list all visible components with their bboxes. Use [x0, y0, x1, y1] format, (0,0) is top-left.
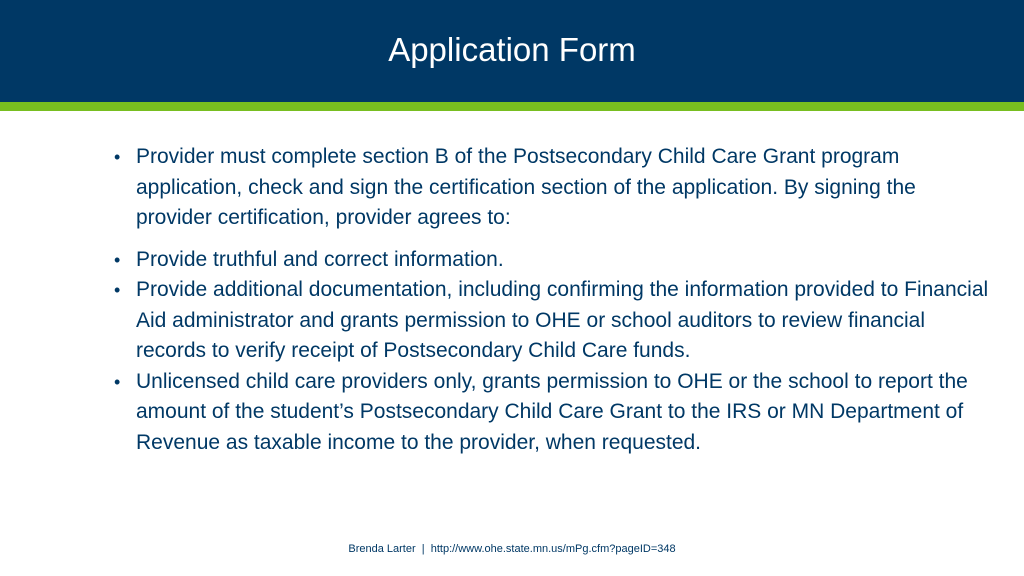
bullet-text: Provide additional documentation, including confirming the information provided to Financial Aid administrator and grants permission to OHE or school auditors to review financial records to verify receipt of Postsecondary Child Care funds. — [136, 278, 989, 362]
bullet-text: Provider must complete section B of the Postsecondary Child Care Grant program application, check and sign the certification section of the application. By signing the provider certification, provider agrees to: — [136, 145, 916, 229]
bullet-dot-icon: • — [114, 371, 121, 392]
bullet-dot-icon: • — [114, 147, 121, 167]
slide-body — [112, 142, 992, 458]
accent-divider — [0, 102, 1024, 111]
bullet-text: Provide truthful and correct information. — [136, 247, 504, 271]
page-title: Application Form — [388, 31, 636, 68]
title-banner — [0, 0, 1024, 102]
footer-citation: Brenda Larter | http://www.ohe.state.mn.us/mPg.cfm?pageID=348 — [348, 543, 676, 555]
bullet-item — [112, 275, 992, 367]
bullet-dot-icon: • — [114, 280, 121, 300]
bullet-item — [112, 367, 992, 459]
bullet-item — [112, 245, 992, 276]
bullet-text: Unlicensed child care providers only, grants permission to OHE or the school to report the amount of the student’s Postsecondary Child Care Grant to the IRS or MN Department of Revenue as taxable income to the provider, when requested. — [136, 369, 968, 454]
bullet-item — [112, 142, 992, 234]
bullet-dot-icon: • — [114, 249, 121, 270]
bullet-list — [112, 142, 992, 458]
